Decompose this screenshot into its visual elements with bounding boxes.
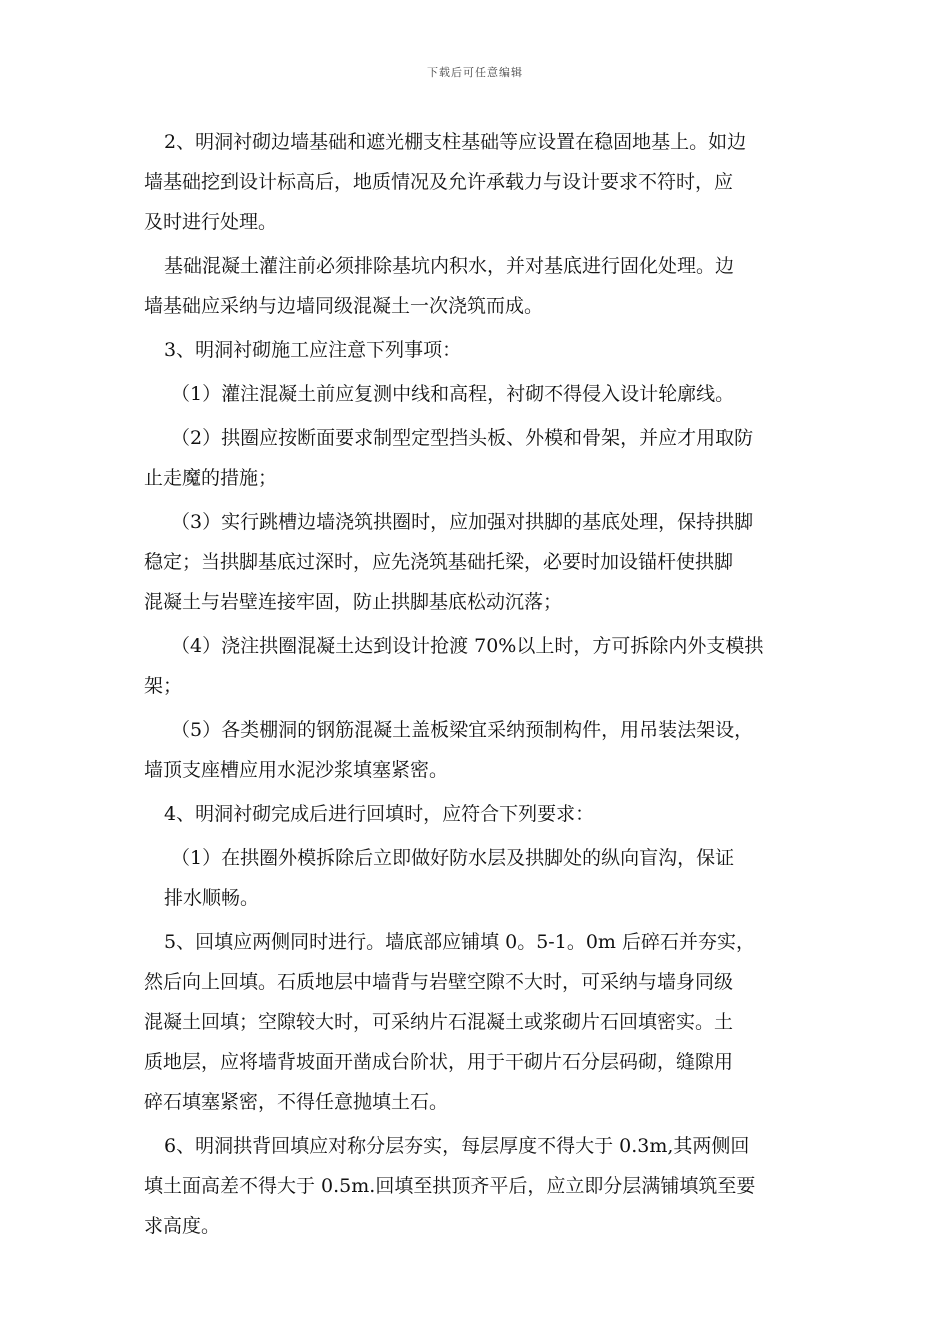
- paragraph-line: （1）灌注混凝土前应复测中线和高程，衬砌不得侵入设计轮廓线。: [171, 383, 735, 405]
- paragraph-line: 基础混凝土灌注前必须排除基坑内积水，并对基底进行固化处理。边: [164, 255, 735, 277]
- paragraph-line: 求高度。: [144, 1215, 221, 1237]
- paragraph-5: [144, 922, 804, 1122]
- paragraph-line: （4）浇注拱圈混凝土达到设计抢渡 70%以上时，方可拆除内外支模拱: [171, 635, 764, 657]
- paragraph-line: 质地层，应将墙背坡面开凿成台阶状，用于干砌片石分层码砌，缝隙用: [144, 1051, 734, 1073]
- paragraph-line: 稳定；当拱脚基底过深时，应先浇筑基础托梁，必要时加设锚杆使拱脚: [144, 551, 734, 573]
- paragraph-line: 墙顶支座槽应用水泥沙浆填塞紧密。: [144, 759, 449, 781]
- paragraph-3-2: [144, 418, 804, 498]
- paragraph-line: 4、明洞衬砌完成后进行回填时，应符合下列要求：: [164, 803, 595, 825]
- paragraph-6: [144, 1126, 804, 1246]
- paragraph-4: [144, 794, 804, 834]
- paragraph-line: （3）实行跳槽边墙浇筑拱圈时，应加强对拱脚的基底处理，保持拱脚: [171, 511, 754, 533]
- paragraph-line: 6、明洞拱背回填应对称分层夯实，每层厚度不得大于 0.3m,其两侧回: [164, 1135, 750, 1157]
- paragraph-line: 及时进行处理。: [144, 211, 278, 233]
- paragraph-line: （1）在拱圈外模拆除后立即做好防水层及拱脚处的纵向盲沟，保证: [171, 847, 735, 869]
- paragraph-line: 排水顺畅。: [164, 887, 260, 909]
- paragraph-3-1: [144, 374, 804, 414]
- paragraph-line: 3、明洞衬砌施工应注意下列事项：: [164, 339, 462, 361]
- paragraph-line: 2、明洞衬砌边墙基础和遮光棚支柱基础等应设置在稳固地基上。如边: [164, 131, 747, 153]
- paragraph-line: 5、回填应两侧同时进行。墙底部应铺填 0。5-1。0m 后碎石并夯实，: [164, 931, 755, 953]
- paragraph-line: （2）拱圈应按断面要求制型定型挡头板、外模和骨架，并应才用取防: [171, 427, 754, 449]
- paragraph-line: 碎石填塞紧密，不得任意抛填土石。: [144, 1091, 449, 1113]
- document-body: [144, 122, 804, 1250]
- paragraph-line: 墙基础挖到设计标高后，地质情况及允许承载力与设计要求不符时，应: [144, 171, 734, 193]
- paragraph-2: [144, 122, 804, 242]
- paragraph-3-5: [144, 710, 804, 790]
- page-header: 下载后可任意编辑: [427, 66, 523, 79]
- paragraph-line: 架；: [144, 675, 183, 697]
- paragraph-line: 然后向上回填。石质地层中墙背与岩壁空隙不大时，可采纳与墙身同级: [144, 971, 734, 993]
- paragraph-line: 止走魔的措施；: [144, 467, 278, 489]
- paragraph-4-1: [144, 838, 804, 918]
- paragraph-line: （5）各类棚洞的钢筋混凝土盖板梁宜采纳预制构件，用吊装法架设，: [171, 719, 754, 741]
- paragraph-3-3: [144, 502, 804, 622]
- paragraph-foundation-concrete: [144, 246, 804, 326]
- paragraph-line: 混凝土回填；空隙较大时，可采纳片石混凝土或浆砌片石回填密实。土: [144, 1011, 734, 1033]
- paragraph-line: 墙基础应采纳与边墙同级混凝土一次浇筑而成。: [144, 295, 544, 317]
- paragraph-3-4: [144, 626, 804, 706]
- paragraph-line: 混凝土与岩壁连接牢固，防止拱脚基底松动沉落；: [144, 591, 563, 613]
- paragraph-3: [144, 330, 804, 370]
- paragraph-line: 填土面高差不得大于 0.5m.回填至拱顶齐平后，应立即分层满铺填筑至要: [144, 1175, 756, 1197]
